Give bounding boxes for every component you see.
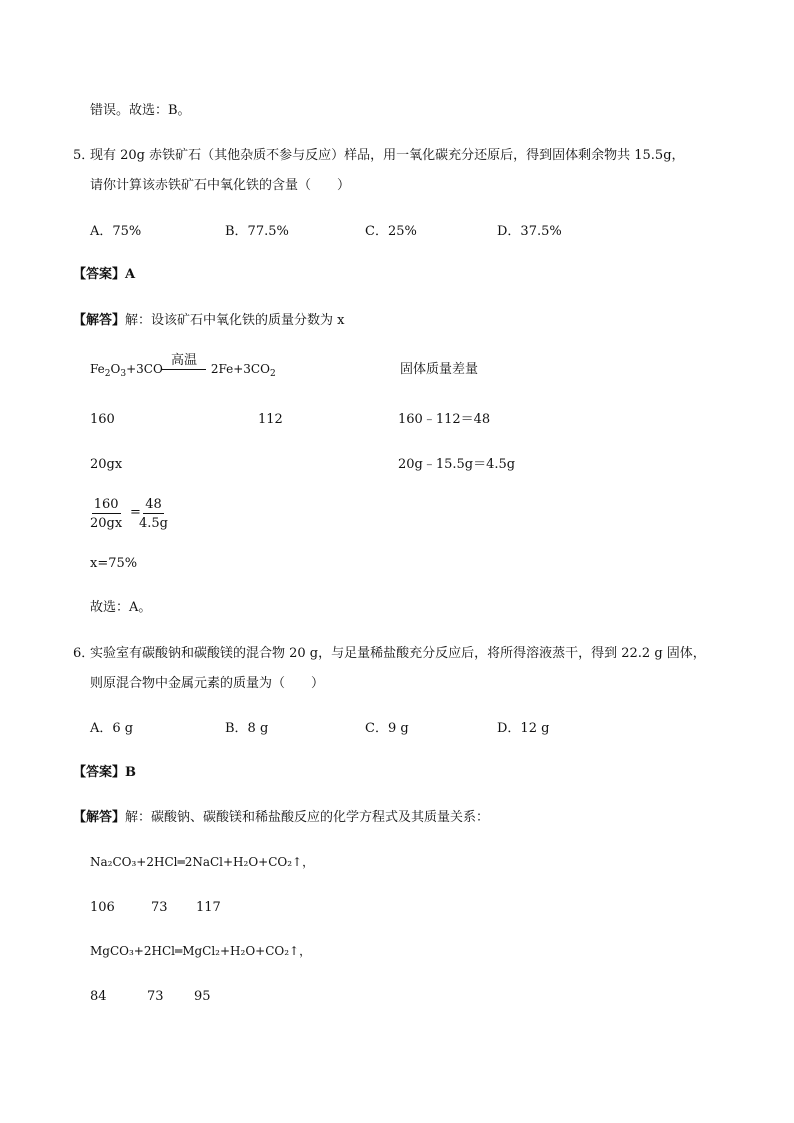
fraction-numerator: 48 [145, 497, 162, 512]
option-b: B．77.5% [225, 224, 289, 239]
analysis [73, 314, 344, 327]
question-stem-line1: 现有 20g 赤铁矿石（其他杂质不参与反应）样品，用一氧化碳充分还原后，得到固体剩余物共 15.5g， [90, 148, 685, 163]
question-stem-line1: 实验室有碳酸钠和碳酸镁的混合物 20 g，与足量稀盐酸充分反应后，将所得溶液蒸干，得到 22.2 g 固体， [90, 646, 706, 661]
mass-95: 95 [194, 989, 211, 1004]
eq-fe: Fe [90, 362, 105, 376]
eq-sub: 2 [104, 369, 111, 379]
fraction-numerator: 160 [93, 497, 119, 512]
equals-sign: = [130, 505, 141, 520]
option-a: A．75% [90, 224, 142, 239]
mass-73: 73 [147, 989, 164, 1004]
fraction-right [137, 497, 170, 531]
mass-160: 160 [90, 412, 115, 427]
reaction-condition [162, 349, 206, 370]
fraction-denominator: 4.5g [139, 516, 168, 531]
question-stem-line2: 请你计算该赤铁矿石中氧化铁的含量（ ） [90, 178, 351, 193]
fraction-left [88, 497, 124, 531]
condition-arrow-line [162, 369, 206, 370]
option-b: B．8 g [225, 721, 269, 736]
answer: 【答案】A [73, 267, 136, 282]
question-number: 6． [73, 646, 95, 661]
mass-diff-label: 固体质量差量 [400, 362, 479, 377]
eq-co: +3CO [126, 362, 163, 376]
condition-high-temp: 高温 [170, 353, 197, 368]
fraction-denominator: 20gx [90, 516, 123, 531]
mass-112: 112 [258, 412, 283, 427]
eq-sub: 2 [269, 369, 276, 379]
question-number: 5． [73, 148, 95, 163]
analysis-label: 【解答】 [73, 810, 126, 825]
equation-na2co3: Na₂CO₃+2HCl═2NaCl+H₂O+CO₂↑， [90, 855, 315, 869]
analysis-text: 解：设该矿石中氧化铁的质量分数为 x [125, 313, 345, 328]
mass-73: 73 [151, 900, 168, 915]
option-c: C．9 g [365, 721, 409, 736]
mass-117: 117 [196, 900, 221, 915]
answer: 【答案】B [73, 765, 136, 780]
mass-84: 84 [90, 989, 107, 1004]
option-d: D．37.5% [497, 224, 562, 239]
intro-line: 错误。故选：B。 [90, 103, 191, 118]
analysis-label: 【解答】 [73, 313, 126, 328]
option-d: D．12 g [497, 721, 550, 736]
question-stem-line2: 则原混合物中金属元素的质量为（ ） [90, 676, 325, 691]
option-a: A．6 g [90, 721, 134, 736]
mass-20gx: 20gx [90, 457, 123, 472]
conclusion: 故选：A。 [90, 600, 152, 615]
eq-o: O [110, 362, 121, 376]
mass-106: 106 [90, 900, 115, 915]
mass-diff-48: 160﹣112＝48 [398, 412, 491, 427]
result: x=75% [90, 556, 138, 571]
analysis [73, 811, 489, 824]
eq-products: 2Fe+3CO [210, 362, 270, 376]
eq-sub: 3 [120, 369, 127, 379]
option-c: C．25% [365, 224, 417, 239]
equation-mgco3: MgCO₃+2HCl═MgCl₂+H₂O+CO₂↑， [90, 944, 312, 958]
analysis-text: 解：碳酸钠、碳酸镁和稀盐酸反应的化学方程式及其质量关系： [125, 810, 490, 825]
mass-diff-4-5g: 20g﹣15.5g＝4.5g [398, 457, 516, 472]
